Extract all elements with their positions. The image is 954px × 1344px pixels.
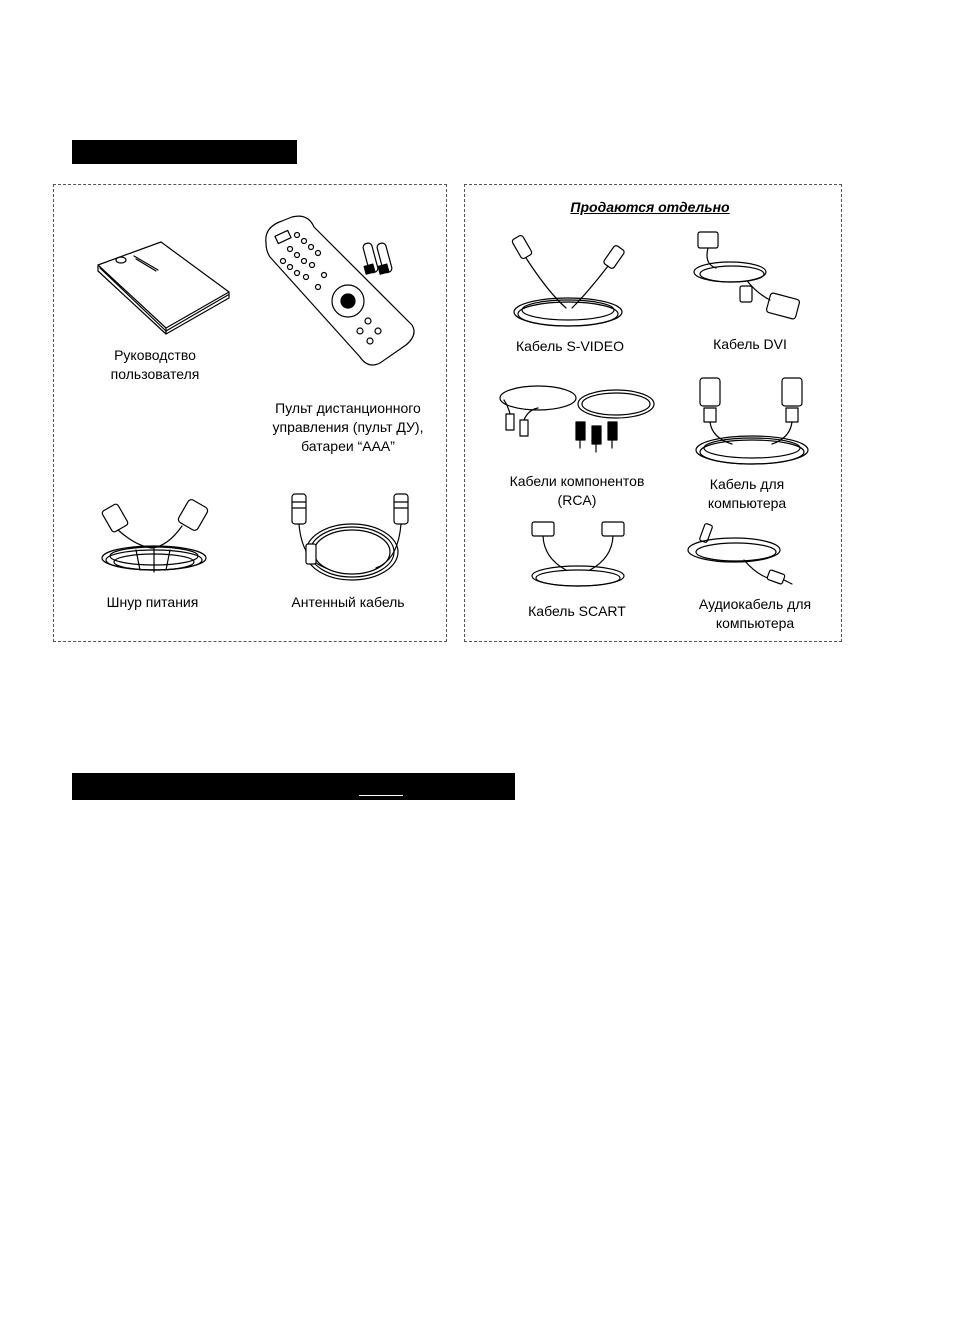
remote-label: Пульт дистанционного управления (пульт ДУ), батареи “AAA” <box>272 400 424 454</box>
dvi-cable-label: Кабель DVI <box>713 336 787 352</box>
power-cord-icon <box>96 496 220 582</box>
scart-cable-icon <box>526 518 630 590</box>
s-video-cable-icon <box>508 232 632 332</box>
manual-label: Руководство пользователя <box>110 347 200 382</box>
pc-cable-label: Кабель для компьютера <box>707 476 787 511</box>
manual-icon <box>96 240 236 340</box>
scart-cable-label: Кабель SCART <box>528 603 626 619</box>
pc-cable-icon <box>692 376 816 468</box>
heading-underline <box>359 795 403 796</box>
pc-audio-cable-label: Аудиокабель для компьютера <box>698 596 812 631</box>
rca-cable-label: Кабели компонентов (RCA) <box>509 473 645 508</box>
remote-control-icon <box>262 213 422 368</box>
s-video-cable-label: Кабель S-VIDEO <box>515 338 625 354</box>
dvi-cable-icon <box>688 228 812 324</box>
pc-audio-cable-icon <box>684 520 796 590</box>
section-heading-bar <box>72 140 297 164</box>
antenna-cable-label: Антенный кабель <box>291 594 405 610</box>
antenna-cable-icon <box>286 490 416 586</box>
section-heading-bar <box>72 773 515 800</box>
power-cord-label: Шнур питания <box>106 594 199 610</box>
rca-cable-icon <box>498 374 658 460</box>
sold-separately-title: Продаются отдельно <box>570 199 730 215</box>
